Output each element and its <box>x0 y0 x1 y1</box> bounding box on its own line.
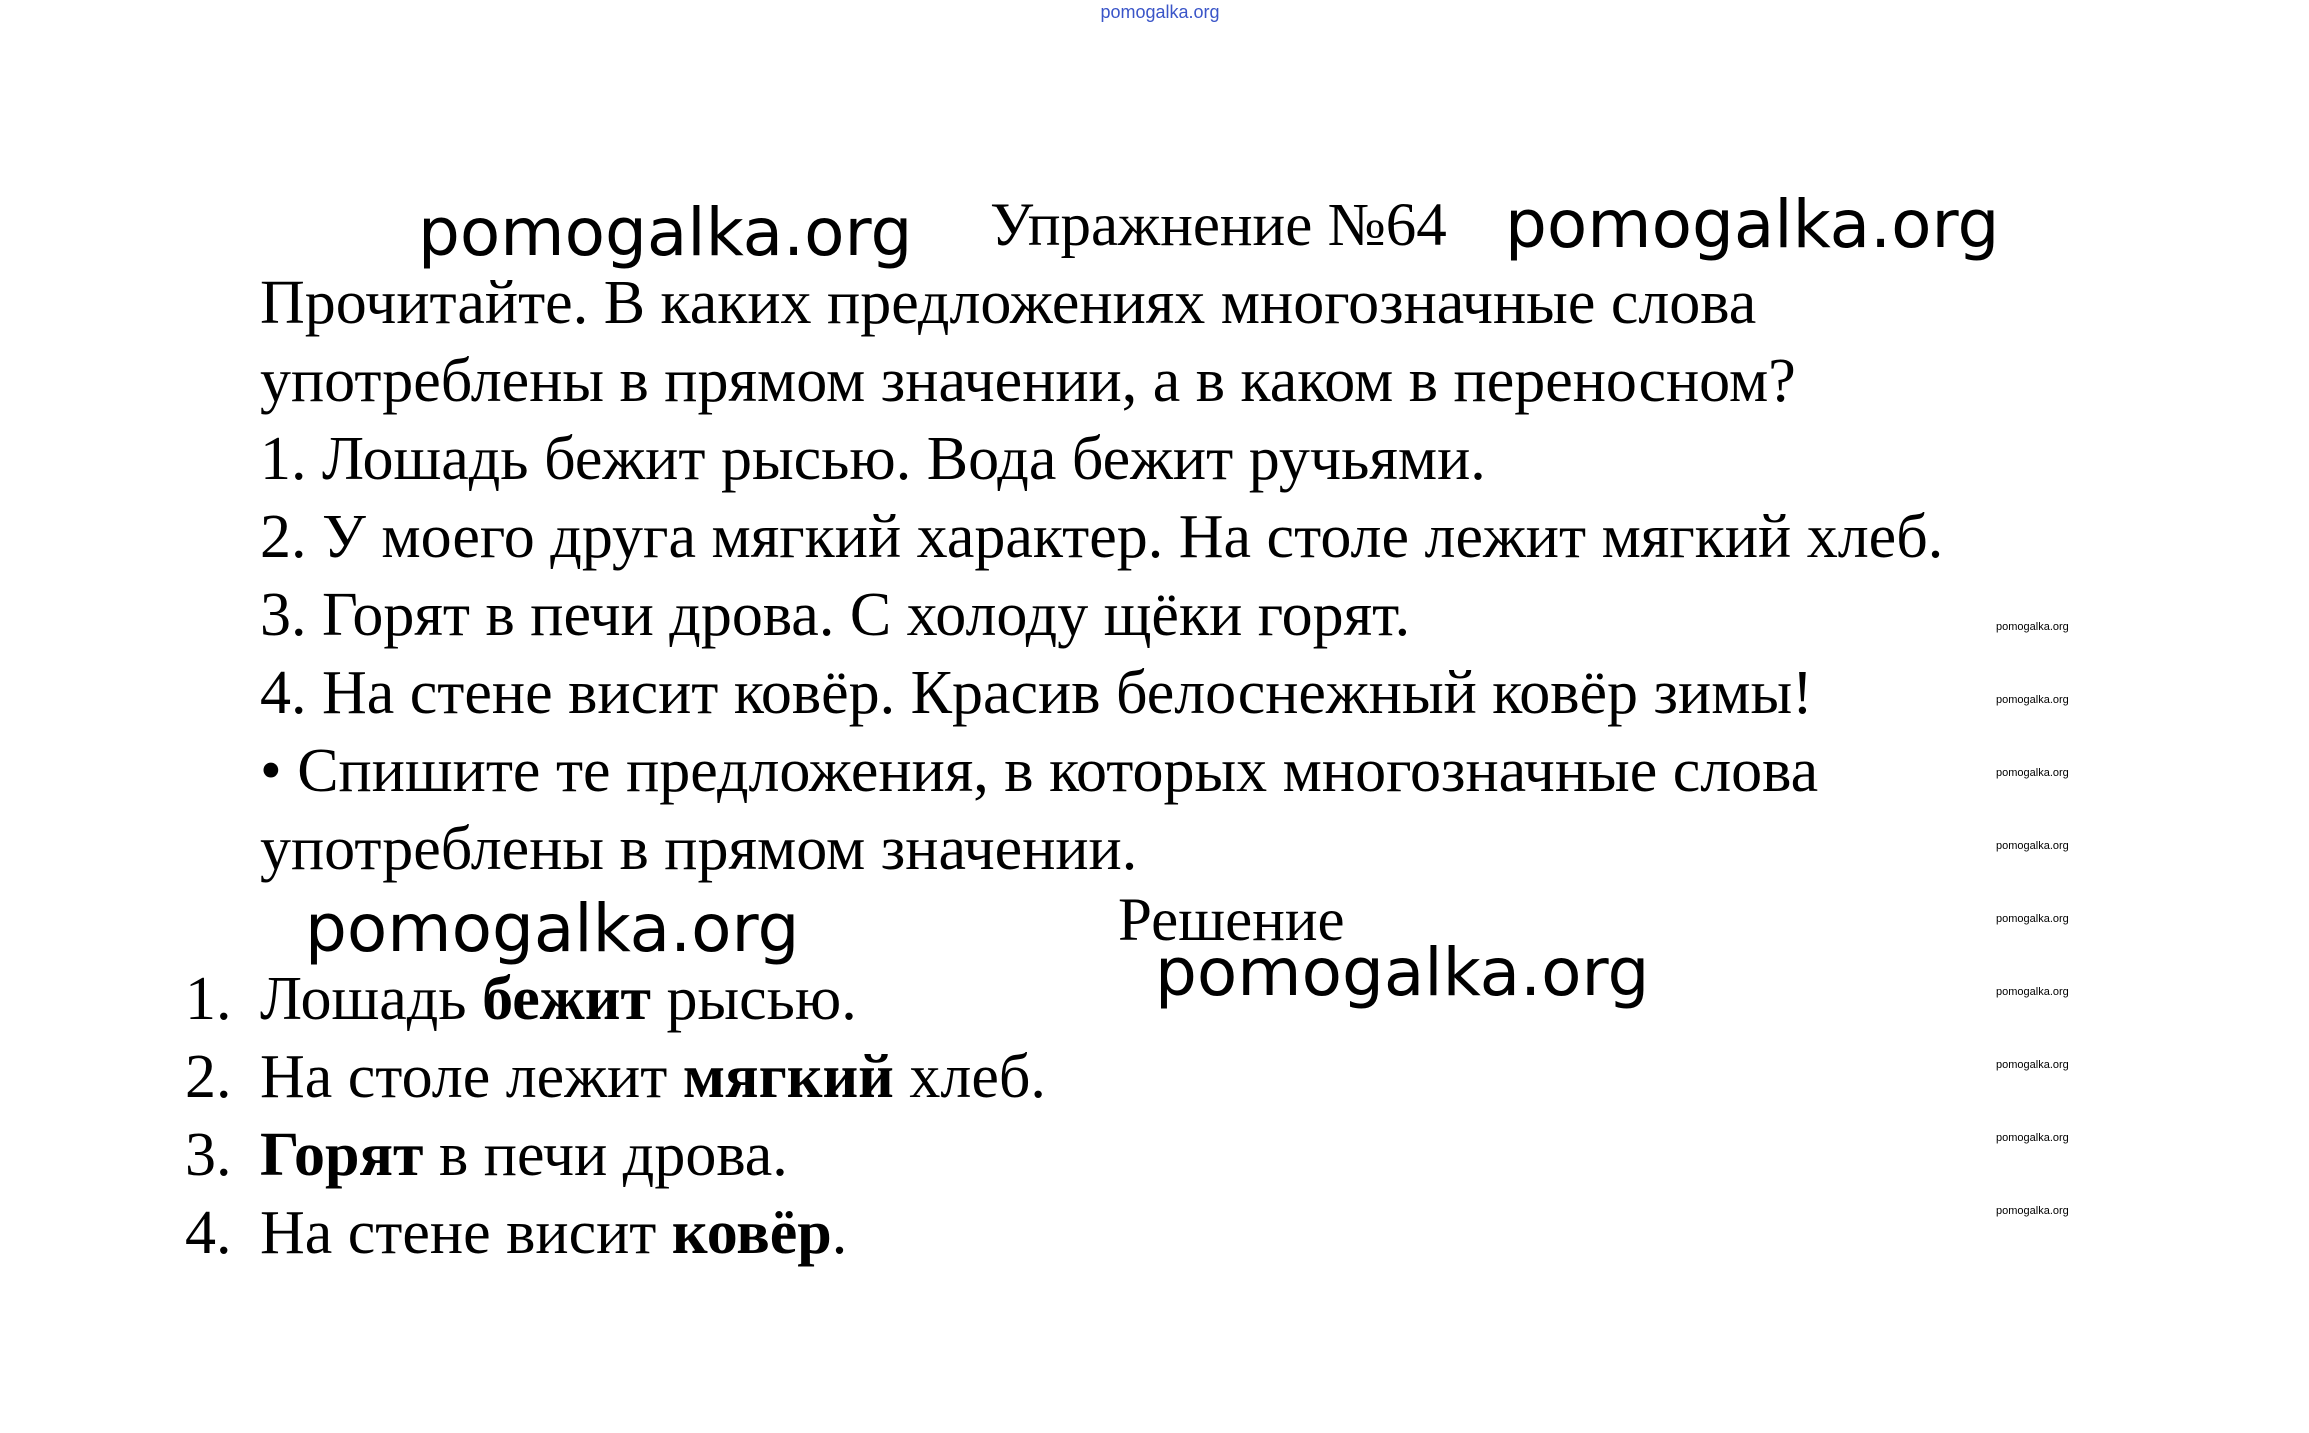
solution-item-text: в печи дрова. <box>423 1121 788 1189</box>
solution-item-number: 4. <box>185 1199 232 1267</box>
solution-item-bold: Горят <box>260 1121 424 1189</box>
watermark-big-1: pomogalka.org <box>418 194 913 271</box>
solution-item <box>185 1121 788 1189</box>
solution-item-text: хлеб. <box>893 1043 1046 1111</box>
solution-item-text: Лошадь <box>260 965 483 1033</box>
exercise-line: 2. У моего друга мягкий характер. На столе лежит мягкий хлеб. <box>260 503 1944 571</box>
exercise-line: 4. На стене висит ковёр. Красив белоснежный ковёр зимы! <box>260 659 1813 727</box>
solution-item-text: На столе лежит <box>260 1043 683 1111</box>
watermark-small: pomogalka.org <box>1996 767 2069 779</box>
watermark-small: pomogalka.org <box>1996 1205 2069 1217</box>
exercise-title: Упражнение №64 <box>990 192 1447 259</box>
solution-item <box>185 1199 848 1267</box>
solution-item-text: . <box>831 1199 848 1267</box>
watermark-big-4: pomogalka.org <box>1155 934 1650 1011</box>
solution-title: Решение <box>1118 887 1345 954</box>
solution-item-number: 2. <box>185 1043 232 1111</box>
watermark-small: pomogalka.org <box>1996 1132 2069 1144</box>
exercise-line: 1. Лошадь бежит рысью. Вода бежит ручьями. <box>260 425 1486 493</box>
exercise-line: употреблены в прямом значении, а в каком в переносном? <box>260 347 1796 415</box>
solution-item-text: рысью. <box>650 965 857 1033</box>
solution-item <box>185 1043 1046 1111</box>
watermark-small: pomogalka.org <box>1996 913 2069 925</box>
solution-item-bold: ковёр <box>671 1199 832 1267</box>
exercise-line: • Спишите те предложения, в которых многозначные слова <box>260 737 1819 805</box>
watermark-small: pomogalka.org <box>1996 694 2069 706</box>
watermark-big-3: pomogalka.org <box>305 890 800 967</box>
watermark-small: pomogalka.org <box>1996 986 2069 998</box>
solution-item <box>185 965 857 1033</box>
solution-item-text: На стене висит <box>260 1199 672 1267</box>
watermark-small: pomogalka.org <box>1996 840 2069 852</box>
watermark-top: pomogalka.org <box>1100 2 1220 22</box>
solution-item-number: 1. <box>185 965 232 1033</box>
watermark-small: pomogalka.org <box>1996 621 2069 633</box>
solution-item-bold: мягкий <box>682 1043 894 1111</box>
watermark-big-2: pomogalka.org <box>1505 186 2000 263</box>
exercise-line: Прочитайте. В каких предложениях многозначные слова <box>260 269 1757 337</box>
solution-item-bold: бежит <box>482 965 651 1033</box>
exercise-line: 3. Горят в печи дрова. С холоду щёки горят. <box>260 581 1411 649</box>
solution-item-number: 3. <box>185 1121 232 1189</box>
exercise-line: употреблены в прямом значении. <box>260 815 1138 883</box>
watermark-small: pomogalka.org <box>1996 1059 2069 1071</box>
